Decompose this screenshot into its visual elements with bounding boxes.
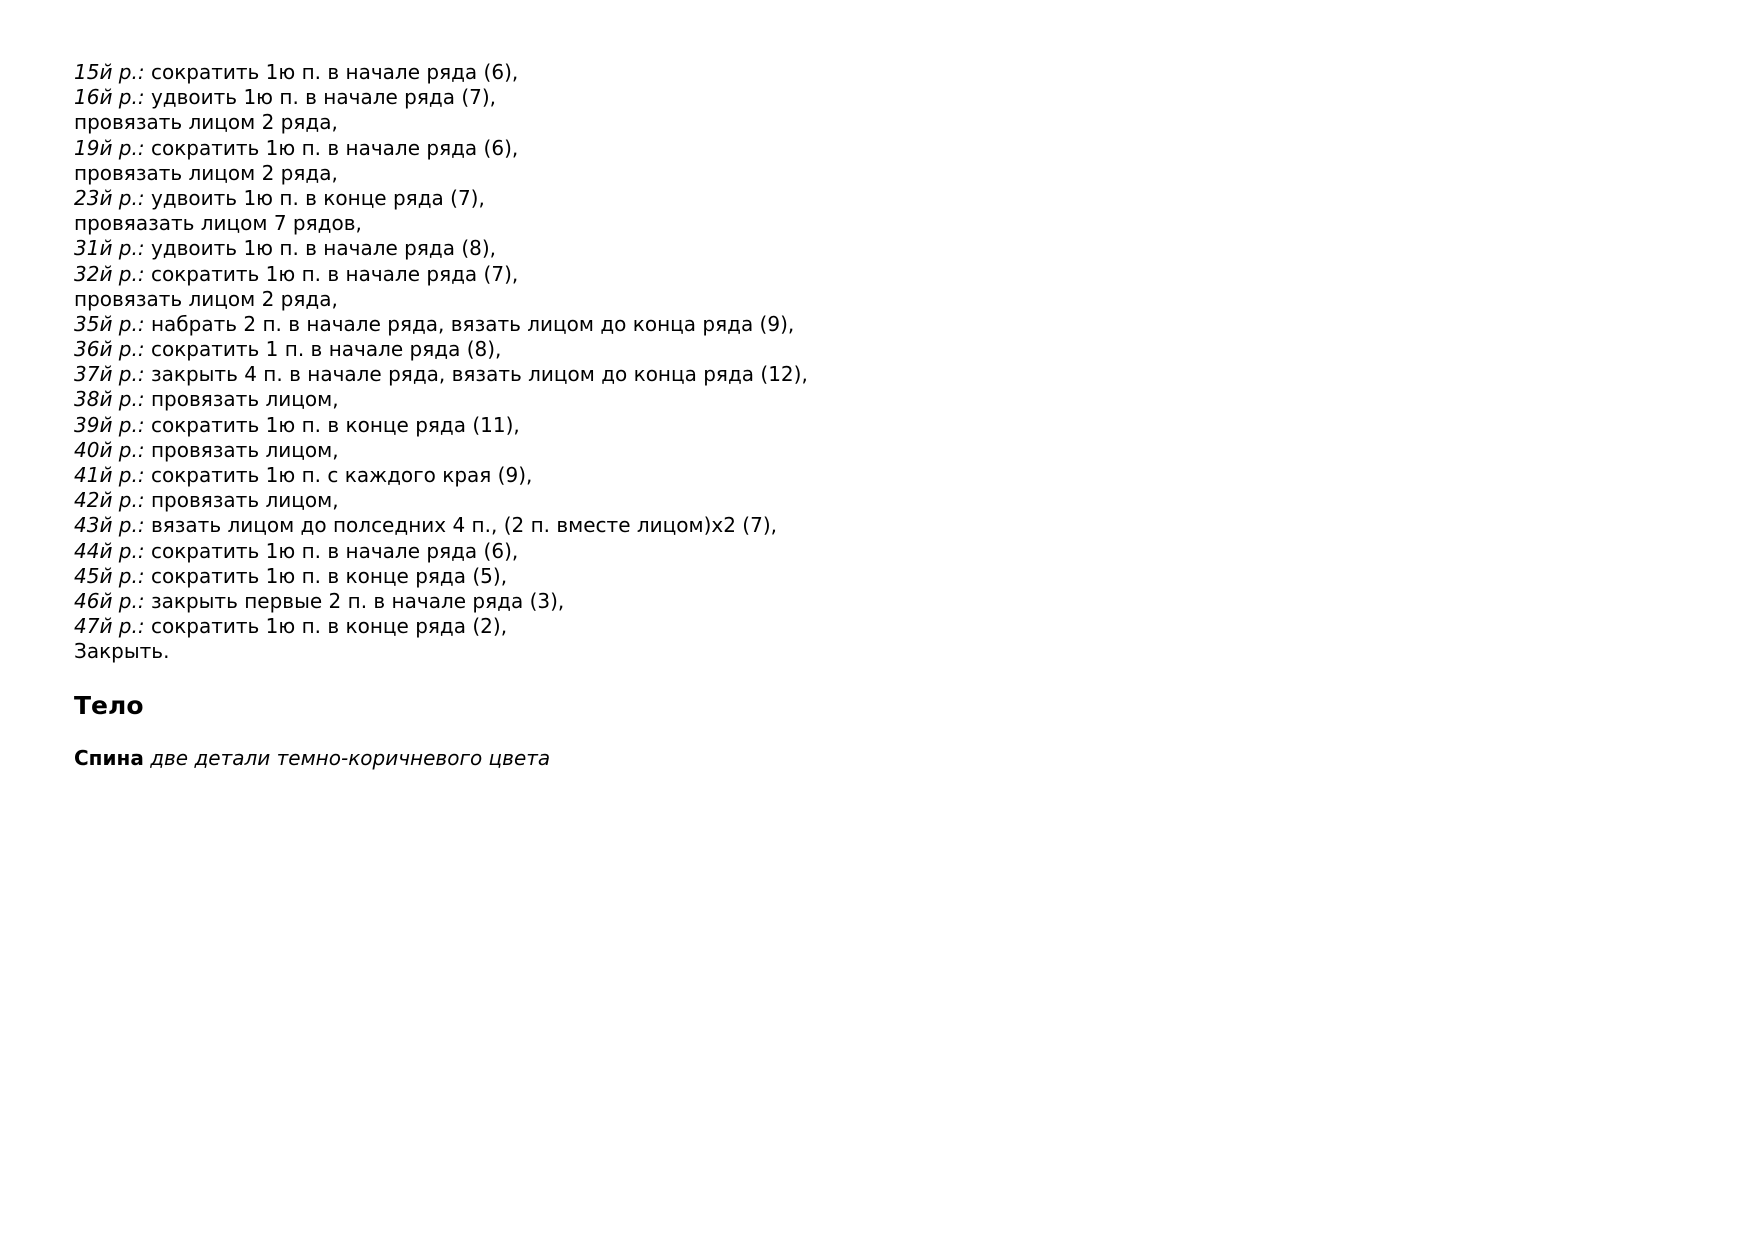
- row-text: закрыть первые 2 п. в начале ряда (3),: [144, 588, 565, 613]
- instruction-line: [74, 262, 1274, 287]
- row-label: 31й р.:: [74, 236, 145, 261]
- row-label: 41й р.:: [74, 463, 145, 487]
- row-label: 38й р.:: [74, 387, 145, 412]
- instruction-line: [74, 60, 1274, 85]
- row-text: сократить 1ю п. с каждого края (9),: [144, 463, 533, 487]
- row-label: 16й р.:: [74, 85, 145, 110]
- instruction-line: [74, 161, 1274, 186]
- instruction-line: [74, 413, 1274, 438]
- instruction-line: [74, 387, 1274, 412]
- part-note: две детали темно-коричневого цвета: [150, 745, 551, 770]
- row-label: 40й р.:: [74, 437, 145, 462]
- row-label: 39й р.:: [74, 412, 145, 437]
- row-text: набрать 2 п. в начале ряда, вязать лицом до конца ряда (9),: [144, 311, 795, 336]
- row-label: 23й р.:: [74, 185, 145, 210]
- instruction-line: [74, 362, 1274, 387]
- instruction-line: [74, 438, 1274, 463]
- row-text: провязать лицом 2 ряда,: [74, 160, 338, 185]
- instruction-line: [74, 236, 1274, 261]
- row-text: сократить 1ю п. в начале ряда (6),: [144, 135, 519, 160]
- instruction-line: [74, 312, 1274, 337]
- row-text: сократить 1ю п. в начале ряда (6),: [144, 538, 519, 563]
- instruction-line: [74, 488, 1274, 513]
- row-label: 36й р.:: [74, 337, 145, 362]
- row-label: 19й р.:: [74, 135, 145, 160]
- row-text: удвоить 1ю п. в начале ряда (8),: [144, 236, 497, 261]
- row-text: провязать лицом 2 ряда,: [74, 110, 338, 135]
- row-text: провязать лицом,: [144, 437, 339, 462]
- instruction-line: [74, 463, 1274, 488]
- row-text: сократить 1ю п. в начале ряда (7),: [144, 261, 519, 286]
- row-text: провязать лицом,: [144, 488, 339, 513]
- row-text: сократить 1ю п. в конце ряда (2),: [144, 614, 508, 639]
- row-text: провязать лицом,: [144, 387, 339, 412]
- row-text: закрыть 4 п. в начале ряда, вязать лицом до конца ряда (12),: [144, 362, 808, 387]
- instruction-line: [74, 337, 1274, 362]
- instruction-line: [74, 564, 1274, 589]
- row-text: удвоить 1ю п. в конце ряда (7),: [144, 185, 485, 210]
- row-text: сократить 1ю п. в конце ряда (5),: [144, 563, 508, 588]
- row-text: удвоить 1ю п. в начале ряда (7),: [144, 85, 497, 110]
- row-text: сократить 1 п. в начале ряда (8),: [144, 337, 502, 362]
- row-text: сократить 1ю п. в начале ряда (6),: [144, 60, 519, 84]
- row-label: 35й р.:: [74, 311, 145, 336]
- instruction-line: [74, 589, 1274, 614]
- instruction-line: [74, 136, 1274, 161]
- instruction-line: [74, 85, 1274, 110]
- row-label: 44й р.:: [74, 538, 145, 563]
- row-label: 45й р.:: [74, 563, 145, 588]
- section-heading: Тело: [74, 690, 144, 720]
- row-label: 15й р.:: [74, 60, 145, 84]
- document-page: [74, 60, 1274, 771]
- instruction-line: [74, 186, 1274, 211]
- row-label: 32й р.:: [74, 261, 145, 286]
- instruction-line: [74, 614, 1274, 639]
- row-label: 47й р.:: [74, 614, 145, 639]
- instruction-line: [74, 513, 1274, 538]
- row-label: 37й р.:: [74, 362, 145, 387]
- row-text: вязать лицом до полседних 4 п., (2 п. вместе лицом)х2 (7),: [144, 513, 777, 538]
- instruction-line: [74, 110, 1274, 135]
- instruction-line: [74, 539, 1274, 564]
- row-label: 46й р.:: [74, 588, 145, 613]
- row-text: Закрыть.: [74, 639, 170, 664]
- part-name: Спина: [74, 745, 144, 770]
- row-label: 42й р.:: [74, 488, 145, 513]
- row-label: 43й р.:: [74, 513, 145, 538]
- row-text: провязать лицом 2 ряда,: [74, 286, 338, 311]
- instruction-line: [74, 639, 1274, 664]
- instruction-line: [74, 211, 1274, 236]
- row-text: провяазать лицом 7 рядов,: [74, 211, 362, 236]
- row-text: сократить 1ю п. в конце ряда (11),: [144, 412, 520, 437]
- instruction-list: [74, 60, 1274, 665]
- instruction-line: [74, 287, 1274, 312]
- part-description: [74, 745, 1274, 771]
